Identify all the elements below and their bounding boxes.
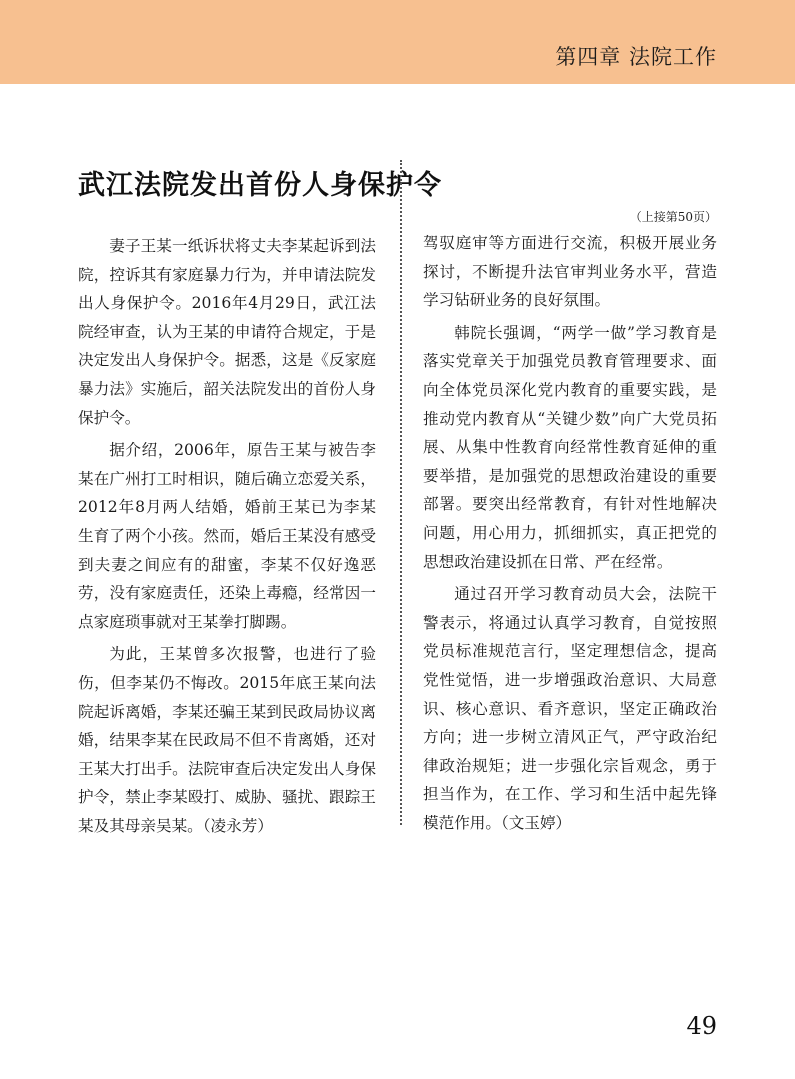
left-column xyxy=(78,232,376,844)
chapter-title: 第四章 法院工作 xyxy=(555,45,717,69)
chapter-header-band xyxy=(0,0,795,84)
right-column xyxy=(423,229,717,841)
article-title: 武江法院发出首份人身保护令 xyxy=(78,170,442,201)
page-number: 49 xyxy=(686,1012,717,1040)
left-paragraph: 据介绍，2006年，原告王某与被告李某在广州打工时相识，随后确立恋爱关系，2012年8月两人结婚，婚前王某已为李某生育了两个小孩。然而，婚后王某没有感受到夫妻之间应有的甜蜜，李某不仅好逸恶劳，没有家庭责任，还染上毒瘾，经常因一点家庭琐事就对王某拳打脚踢。 xyxy=(78,441,376,631)
column-divider xyxy=(400,160,402,825)
left-paragraph: 为此，王某曾多次报警，也进行了验伤，但李某仍不悔改。2015年底王某向法院起诉离婚，李某还骗王某到民政局协议离婚，结果李某在民政局不但不肯离婚，还对王某大打出手。法院审查后决定发出人身保护令，禁止李某殴打、威胁、骚扰、跟踪王某及其母亲吴某。（凌永芳） xyxy=(78,645,376,835)
continued-note: （上接第50页） xyxy=(629,210,717,224)
right-paragraph: 驾驭庭审等方面进行交流，积极开展业务探讨，不断提升法官审判业务水平，营造学习钻研业务的良好氛围。 xyxy=(423,234,717,310)
right-paragraph: 韩院长强调，“两学一做”学习教育是落实党章关于加强党员教育管理要求、面向全体党员深化党内教育的重要实践，是推动党内教育从“关键少数”向广大党员拓展、从集中性教育向经常性教育延伸的重要举措，是加强党的思想政治建设的重要部署。要突出经常教育，有针对性地解决问题，用心用力，抓细抓实，真正把党的思想政治建设抓在日常、严在经常。 xyxy=(423,323,717,571)
right-paragraph: 通过召开学习教育动员大会，法院干警表示，将通过认真学习教育，自觉按照党员标准规范言行，坚定理想信念，提高党性觉悟，进一步增强政治意识、大局意识、核心意识、看齐意识，坚定正确政治方向；进一步树立清风正气，严守政治纪律政治规矩；进一步强化宗旨观念，勇于担当作为，在工作、学习和生活中起先锋模范作用。（文玉婷） xyxy=(423,585,717,832)
left-paragraph: 妻子王某一纸诉状将丈夫李某起诉到法院，控诉其有家庭暴力行为，并申请法院发出人身保护令。2016年4月29日，武江法院经审查，认为王某的申请符合规定，于是决定发出人身保护令。据悉，这是《反家庭暴力法》实施后，韶关法院发出的首份人身保护令。 xyxy=(78,237,376,427)
